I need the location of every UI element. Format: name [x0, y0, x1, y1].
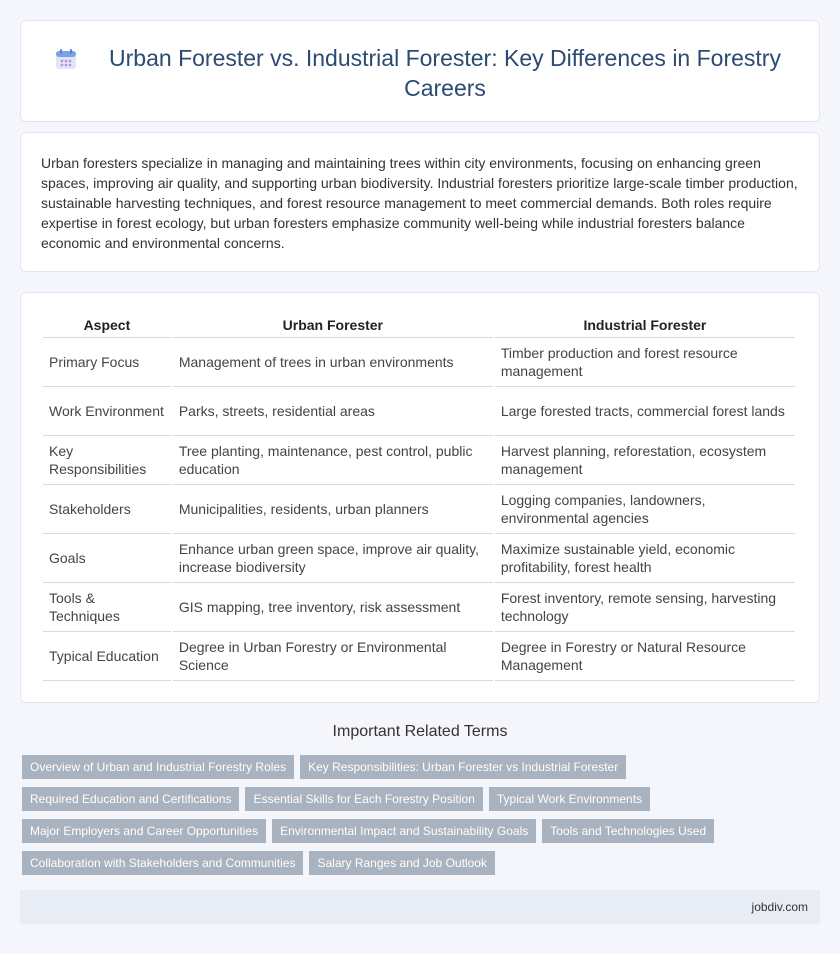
related-term-tag[interactable]: Major Employers and Career Opportunities	[22, 819, 266, 843]
table-header-row	[43, 313, 795, 338]
cell-aspect: Stakeholders	[43, 485, 171, 534]
related-term-tag[interactable]: Environmental Impact and Sustainability Goals	[272, 819, 536, 843]
cell-urban: Enhance urban green space, improve air quality, increase biodiversity	[173, 534, 493, 583]
related-term-tag[interactable]: Typical Work Environments	[489, 787, 650, 811]
cell-urban: Parks, streets, residential areas	[173, 387, 493, 436]
footer	[20, 890, 820, 924]
cell-industrial: Degree in Forestry or Natural Resource Management	[495, 632, 795, 681]
related-term-tag[interactable]: Required Education and Certifications	[22, 787, 239, 811]
table-row	[43, 436, 795, 485]
table-row	[43, 583, 795, 632]
cell-aspect: Goals	[43, 534, 171, 583]
cell-urban: Municipalities, residents, urban planners	[173, 485, 493, 534]
cell-industrial: Harvest planning, reforestation, ecosystem management	[495, 436, 795, 485]
related-terms-title: Important Related Terms	[332, 723, 508, 740]
header-urban-forester: Urban Forester	[173, 313, 493, 338]
cell-urban: Management of trees in urban environments	[173, 338, 493, 387]
table-row	[43, 632, 795, 681]
cell-industrial: Logging companies, landowners, environmental agencies	[495, 485, 795, 534]
comparison-table-card	[20, 292, 820, 703]
related-term-tag[interactable]: Salary Ranges and Job Outlook	[309, 851, 494, 875]
header-aspect: Aspect	[43, 313, 171, 338]
cell-aspect: Primary Focus	[43, 338, 171, 387]
related-term-tag[interactable]: Key Responsibilities: Urban Forester vs Industrial Forester	[300, 755, 626, 779]
cell-aspect: Key Responsibilities	[43, 436, 171, 485]
cell-aspect: Work Environment	[43, 387, 171, 436]
cell-industrial: Forest inventory, remote sensing, harvesting technology	[495, 583, 795, 632]
cell-aspect: Tools & Techniques	[43, 583, 171, 632]
intro-card	[20, 132, 820, 272]
table-row	[43, 338, 795, 387]
cell-industrial: Large forested tracts, commercial forest lands	[495, 387, 795, 436]
cell-industrial: Maximize sustainable yield, economic profitability, forest health	[495, 534, 795, 583]
comparison-table	[41, 313, 797, 681]
related-term-tag[interactable]: Overview of Urban and Industrial Forestry Roles	[22, 755, 294, 779]
cell-urban: Tree planting, maintenance, pest control, public education	[173, 436, 493, 485]
related-term-tag[interactable]: Collaboration with Stakeholders and Communities	[22, 851, 303, 875]
cell-industrial: Timber production and forest resource management	[495, 338, 795, 387]
related-terms-tags	[22, 755, 822, 883]
table-row	[43, 485, 795, 534]
footer-site-link[interactable]: jobdiv.com	[751, 900, 808, 914]
related-term-tag[interactable]: Tools and Technologies Used	[542, 819, 714, 843]
header-industrial-forester: Industrial Forester	[495, 313, 795, 338]
table-row	[43, 387, 795, 436]
cell-aspect: Typical Education	[43, 632, 171, 681]
table-row	[43, 534, 795, 583]
cell-urban: Degree in Urban Forestry or Environmental Science	[173, 632, 493, 681]
cell-urban: GIS mapping, tree inventory, risk assessment	[173, 583, 493, 632]
intro-text: Urban foresters specialize in managing and maintaining trees within city environments, focusing on enhancing green spaces, improving air quality, and supporting urban biodiversity. Industrial foresters prioritize large-scale timber production, sustainable harvesting techniques, and forest resource management to meet commercial demands. Both roles require expertise in forest ecology, but urban foresters emphasize community well-being while industrial foresters balance economic and environmental concerns.	[41, 155, 798, 251]
header-card	[20, 20, 820, 122]
page-title: Urban Forester vs. Industrial Forester: Key Differences in Forestry Careers	[109, 45, 781, 101]
related-term-tag[interactable]: Essential Skills for Each Forestry Position	[245, 787, 482, 811]
